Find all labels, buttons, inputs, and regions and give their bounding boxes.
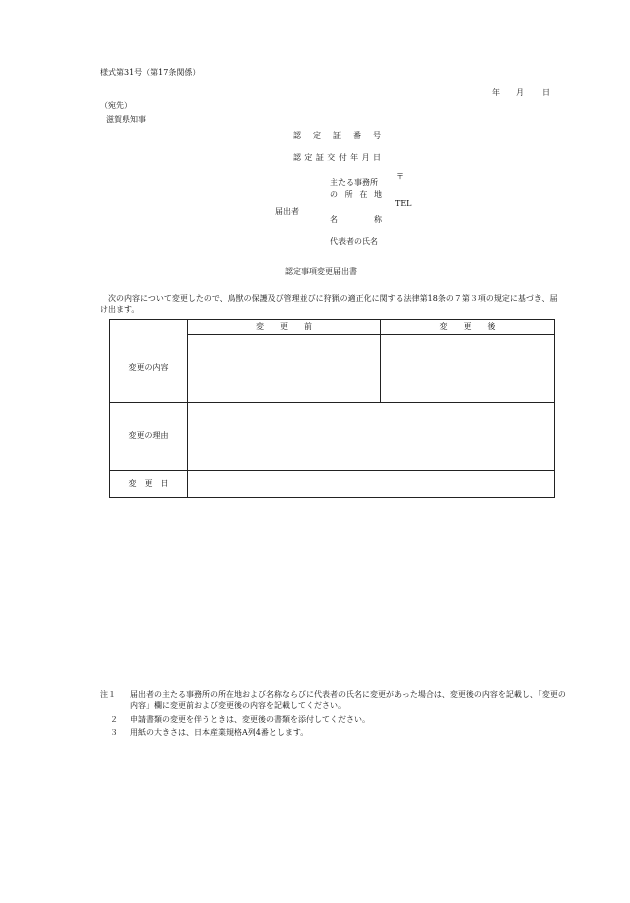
applicant-group-label: 届出者 <box>275 207 299 216</box>
note-item <box>100 715 570 726</box>
document-title: 認定事項変更届出書 <box>285 267 357 276</box>
notes-section <box>100 690 570 742</box>
change-date-field[interactable] <box>188 471 555 498</box>
table-row-content <box>110 335 555 403</box>
row-label-date: 変 更 日 <box>110 471 188 498</box>
note-text: 申請書類の変更を伴うときは、変更後の書類を添付してください。 <box>130 714 370 724</box>
change-before-field[interactable] <box>188 335 381 403</box>
body-text: 次の内容について変更したので、鳥獣の保護及び管理並びに狩猟の適正化に関する法律第18条の７第３項の規定に基づき、届け出ます。 <box>100 294 558 314</box>
note-text: 届出者の主たる事務所の所在地および名称ならびに代表者の氏名に変更があった場合は、変更後の内容を記載し、「変更の内容」欄に変更前および変更後の内容を記載してください。 <box>130 690 566 710</box>
certificate-issue-date-label: 認定証交付年月日 <box>293 153 381 162</box>
postal-code-mark: 〒 <box>396 172 404 181</box>
office-address-label-line2: の 所 在 地 <box>330 190 382 199</box>
table-row-reason <box>110 403 555 471</box>
date-year-label: 年 <box>492 88 500 97</box>
certificate-number-label: 認 定 証 番 号 <box>293 131 381 140</box>
addressee: 滋賀県知事 <box>106 115 146 124</box>
organization-name-label: 名 称 <box>330 215 382 224</box>
note-number: 注１ <box>100 690 116 699</box>
note-item <box>100 728 570 739</box>
office-address-label-line1: 主たる事務所 <box>330 178 378 187</box>
representative-name-label: 代表者の氏名 <box>330 237 378 246</box>
date-month-label: 月 <box>516 88 524 97</box>
note-number: ３ <box>110 728 118 738</box>
form-number: 様式第31号（第17条関係） <box>100 68 201 77</box>
change-after-field[interactable] <box>381 335 555 403</box>
column-header-before: 変 更 前 <box>188 320 381 335</box>
table-row-date <box>110 471 555 498</box>
row-label-content: 変更の内容 <box>110 335 188 403</box>
note-text: 用紙の大きさは、日本産業規格A列4番とします。 <box>130 728 309 738</box>
change-reason-field[interactable] <box>188 403 555 471</box>
row-label-reason: 変更の理由 <box>110 403 188 471</box>
change-table <box>109 319 555 498</box>
note-item <box>100 690 570 712</box>
table-corner-cell <box>110 320 188 335</box>
addressee-note: （宛先） <box>100 101 132 110</box>
note-number: ２ <box>110 714 118 724</box>
table-header-row <box>110 320 555 335</box>
date-day-label: 日 <box>542 88 550 97</box>
column-header-after: 変 更 後 <box>381 320 555 335</box>
tel-label: TEL <box>395 199 412 208</box>
